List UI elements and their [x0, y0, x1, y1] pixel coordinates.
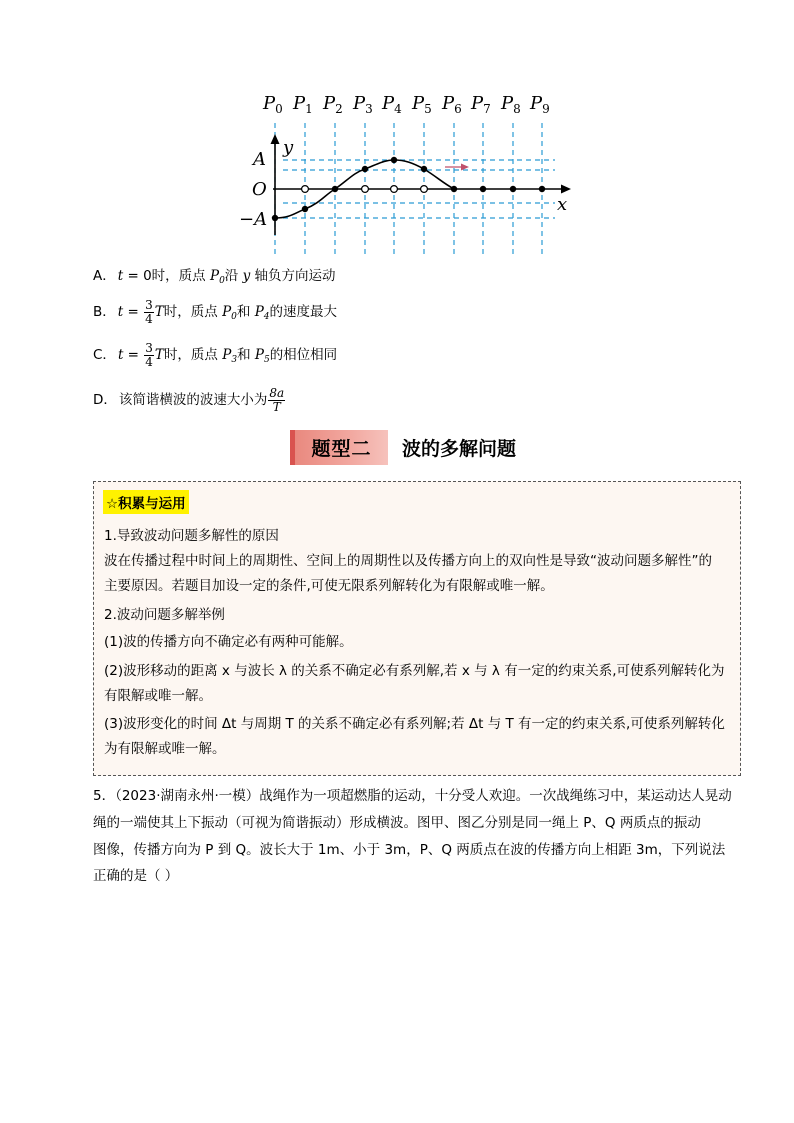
particle-p6 [451, 186, 457, 192]
label-negA: −A [239, 209, 268, 230]
question-5-line: 图像，传播方向为 P 到 Q。波长大于 1m、小于 3m，P、Q 两质点在波的传播方向上相距 3m，下列说法 [93, 842, 726, 858]
point-label-p1: $P_1$ [293, 93, 313, 116]
point-label-p7: $P_7$ [471, 93, 491, 116]
knowledge-line: (1)波的传播方向不确定必有两种可能解。 [104, 634, 353, 650]
option-a-text: = 0时，质点 [123, 268, 210, 284]
fraction-8a-T [268, 387, 285, 414]
particle-p5 [421, 166, 427, 172]
option-c-text: 的相位相同 [269, 347, 338, 363]
option-a-label: A． [93, 268, 116, 284]
point-label-p3: $P_3$ [353, 93, 373, 116]
particle-p7 [480, 186, 486, 192]
knowledge-line: (3)波形变化的时间 Δt 与周期 T 的关系不确定必有系列解;若 Δt 与 T 有一定的约束关系,可使系列解转化 [104, 716, 725, 732]
label-A: A [253, 149, 266, 170]
particle-p8 [510, 186, 516, 192]
point-label-p4: $P_4$ [382, 93, 402, 116]
equilibrium-marker [421, 186, 428, 193]
var-t: t [117, 304, 124, 320]
fraction-3-4 [144, 299, 154, 326]
point-label-p0: $P_0$ [263, 93, 283, 116]
particle-p1 [302, 206, 308, 212]
numerator: 3 [145, 297, 153, 312]
numerator: 8a [269, 385, 285, 400]
particle-p9 [539, 186, 545, 192]
conj: 和 [237, 347, 255, 363]
particle-p2 [332, 186, 338, 192]
knowledge-line: 为有限解或唯一解。 [104, 741, 226, 757]
question-5-line: 绳的一端使其上下振动（可视为简谐振动）形成横波。图甲、图乙分别是同一绳上 P、Q 两质点的振动 [93, 815, 701, 831]
equilibrium-marker [391, 186, 398, 193]
numerator: 3 [145, 340, 153, 355]
section-header [290, 430, 516, 465]
conj: 和 [236, 304, 255, 320]
option-b-text: 的速度最大 [269, 304, 338, 320]
knowledge-tag: ☆积累与运用 [103, 490, 189, 514]
denominator: 4 [145, 311, 153, 326]
subscript: 0 [231, 312, 237, 322]
option-b-text: 时，质点 [163, 304, 223, 320]
y-axis-label: y [283, 137, 294, 158]
subscript: 5 [263, 355, 270, 365]
knowledge-line: 波在传播过程中时间上的周期性、空间上的周期性以及传播方向上的双向性是导致“波动问题多解性”的 [104, 553, 712, 569]
x-axis-arrow [561, 185, 571, 194]
point-label-p8: $P_8$ [501, 93, 521, 116]
denominator: T [272, 399, 281, 414]
point-label-p2: $P_2$ [323, 93, 343, 116]
equilibrium-marker [362, 186, 369, 193]
point-label-p5: $P_5$ [412, 93, 432, 116]
y-axis-arrow [271, 134, 280, 144]
option-c[interactable] [93, 341, 337, 374]
particle-p0 [272, 215, 278, 221]
subscript: 0 [219, 276, 225, 286]
particle-p4 [391, 157, 397, 163]
point-label-p6: $P_6$ [442, 93, 462, 116]
knowledge-line: 1.导致波动问题多解性的原因 [104, 528, 279, 544]
wave-figure [235, 85, 585, 260]
fraction-3-4 [144, 342, 154, 369]
var-y: y [242, 268, 251, 284]
option-d[interactable] [93, 385, 286, 415]
knowledge-line: 主要原因。若题目加设一定的条件,可使无限系列解转化为有限解或唯一解。 [104, 578, 554, 594]
equals: = [123, 304, 144, 320]
subscript: 3 [231, 355, 238, 365]
particle-p3 [362, 166, 368, 172]
var-T: T [154, 347, 164, 363]
section-title: 波的多解问题 [402, 438, 517, 460]
knowledge-box [93, 481, 741, 776]
knowledge-line: 2.波动问题多解举例 [104, 607, 225, 623]
label-O: O [252, 179, 267, 200]
var-T: T [154, 304, 164, 320]
var-p: P [254, 304, 264, 320]
var-t: t [117, 347, 124, 363]
question-5-line: 5．（2023·湖南永州·一模）战绳作为一项超燃脂的运动，十分受人欢迎。一次战绳练习中，某运动达人晃动 [93, 788, 732, 804]
option-d-label: D． [93, 392, 117, 408]
subscript: 4 [263, 312, 270, 322]
equals: = [123, 347, 144, 363]
option-a-text: 轴负方向运动 [250, 268, 336, 284]
option-d-text: 该简谐横波的波速大小为 [118, 392, 268, 408]
option-b-label: B． [93, 304, 116, 320]
section-badge: 题型二 [290, 430, 388, 465]
point-label-p9: $P_9$ [530, 93, 550, 116]
x-axis-label: x [557, 194, 568, 215]
question-5-line: 正确的是（ ） [93, 868, 179, 884]
option-b[interactable] [93, 298, 337, 331]
knowledge-line: 有限解或唯一解。 [104, 688, 212, 704]
option-c-label: C． [93, 347, 116, 363]
denominator: 4 [145, 354, 153, 369]
equilibrium-marker [302, 186, 309, 193]
option-a-text: 沿 [224, 268, 243, 284]
knowledge-line: (2)波形移动的距离 x 与波长 λ 的关系不确定必有系列解,若 x 与 λ 有一定的约束关系,可使系列解转化为 [104, 663, 725, 679]
var-p: P [254, 347, 264, 363]
var-p: P [222, 304, 232, 320]
option-a[interactable] [93, 267, 336, 290]
var-t: t [117, 268, 124, 284]
option-c-text: 时，质点 [163, 347, 223, 363]
var-p: P [222, 347, 232, 363]
var-p: P [209, 268, 220, 284]
wave-diagram [235, 85, 585, 260]
